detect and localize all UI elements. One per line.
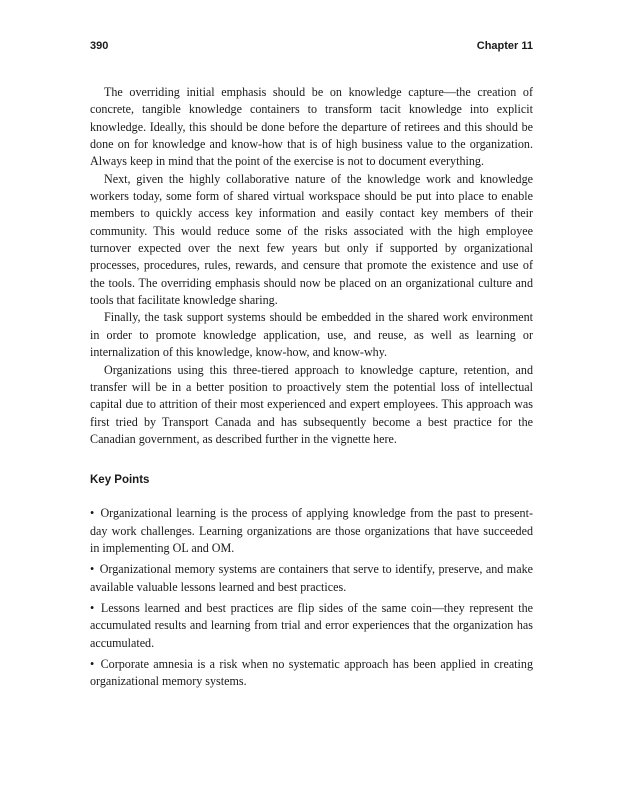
page-number: 390	[90, 40, 109, 52]
key-points-list	[90, 505, 533, 690]
list-item-text: Corporate amnesia is a risk when no systematic approach has been applied in creating organizational memory systems.	[90, 656, 533, 689]
bullet-icon: •	[90, 656, 95, 671]
chapter-label: Chapter 11	[476, 40, 533, 52]
bullet-icon: •	[90, 562, 95, 577]
list-item-text: Organizational learning is the process of applying knowledge from the past to present-day work challenges. Learning organizations are those organizations that have succeeded in implementing OL and OM.	[90, 506, 533, 555]
paragraph: Finally, the task support systems should be embedded in the shared work environment in order to promote knowledge application, use, and reuse, as well as learning or internalization of this knowledge, know-how, and know-why.	[90, 310, 533, 360]
section-heading-key-points: Key Points	[90, 474, 150, 487]
list-item	[90, 561, 533, 596]
page-header	[90, 40, 533, 56]
list-item-text: Lessons learned and best practices are flip sides of the same coin—they represent the accumulated results and learning from trial and error experiences that the organization has accumulated.	[90, 600, 533, 650]
paragraph: Next, given the highly collaborative nature of the knowledge work and knowledge workers today, some form of shared virtual workspace should be put into place to enable members to quickly access key information and easily contact key members of their community. This would reduce some of the risks associated with the high employee turnover expected over the next few years but only if supported by organizational processes, procedures, rules, rewards, and censure that promote the existence and use of the tools. The overriding emphasis should now be placed on an organizational culture and tools that facilitate knowledge sharing.	[90, 171, 533, 308]
list-item	[90, 656, 533, 691]
bullet-icon: •	[90, 600, 95, 615]
list-item-text: Organizational memory systems are containers that serve to identify, preserve, and make available valuable lessons learned and best practices.	[90, 562, 533, 594]
paragraph: The overriding initial emphasis should be on knowledge capture—the creation of concrete, tangible knowledge containers to transform tacit knowledge into explicit knowledge. Ideally, this should be done before the departure of retirees and this should be done on for knowledge and know-how that is of high business value to the organization. Always keep in mind that the point of the exercise is not to document everything.	[90, 85, 533, 169]
list-item	[90, 505, 533, 557]
paragraph: Organizations using this three-tiered approach to knowledge capture, retention, and transfer will be in a better position to proactively stem the potential loss of intellectual capital due to attrition of their most experienced and expert employees. This approach was first tried by Transport Canada and has subsequently become a best practice for the Canadian government, as described further in the vignette here.	[90, 362, 533, 446]
bullet-icon: •	[90, 506, 95, 521]
body-text	[90, 84, 533, 695]
list-item	[90, 600, 533, 652]
